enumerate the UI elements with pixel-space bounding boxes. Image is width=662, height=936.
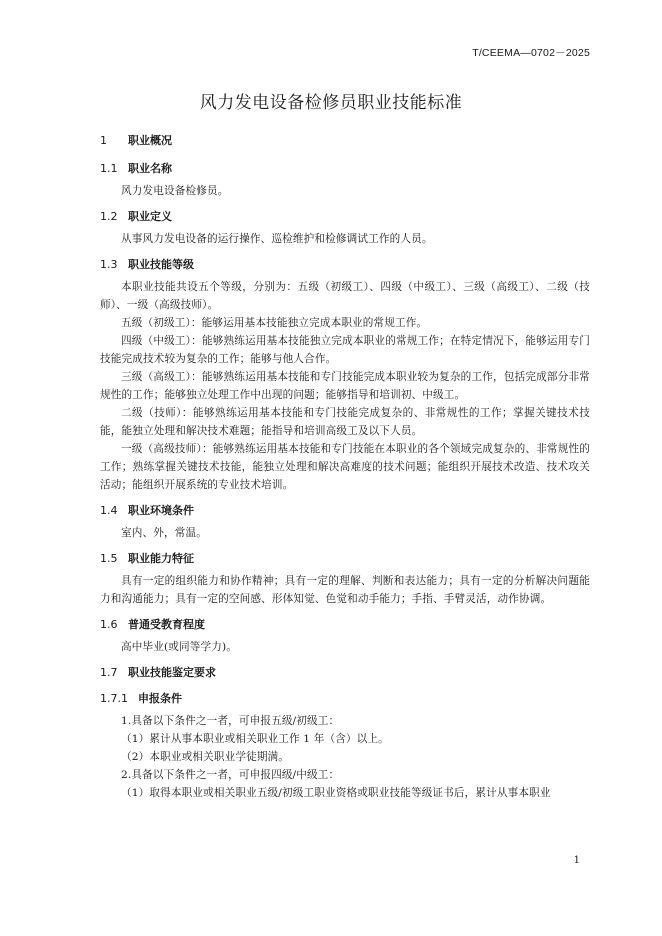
paragraph: 本职业技能共设五个等级，分别为：五级（初级工）、四级（中级工）、三级（高级工）、二级（技师）、一级（高级技师）。 <box>100 281 590 311</box>
document-body <box>100 132 590 802</box>
list-item: （1）取得本职业或相关职业五级/初级工职业资格或职业技能等级证书后，累计从事本职业 <box>121 787 551 799</box>
list-item: 1.具备以下条件之一者，可申报五级/初级工： <box>121 715 340 727</box>
paragraph: 具有一定的组织能力和协作精神；具有一定的理解、判断和表达能力；具有一定的分析解决问题能力和沟通能力；具有一定的空间感、形体知觉、色觉和动手能力；手指、手臂灵活，动作协调。 <box>100 575 590 605</box>
section-heading-1: 1 职业概况 <box>100 134 172 147</box>
paragraph: 三级（高级工）：能够熟练运用基本技能和专门技能完成本职业较为复杂的工作，包括完成部分非常规性的工作；能够独立处理工作中出现的问题；能够指导和培训初、中级工。 <box>100 371 590 401</box>
section-heading-1-4: 1.4 职业环境条件 <box>100 504 194 517</box>
paragraph: 风力发电设备检修员。 <box>121 185 229 197</box>
section-heading-1-7-1: 1.7.1 申报条件 <box>100 692 182 705</box>
paragraph: 五级（初级工）：能够运用基本技能独立完成本职业的常规工作。 <box>121 317 428 329</box>
section-heading-1-5: 1.5 职业能力特征 <box>100 552 194 565</box>
section-heading-1-1: 1.1 职业名称 <box>100 162 172 175</box>
list-item: （1）累计从事本职业或相关职业工作 1 年（含）以上。 <box>121 733 389 745</box>
section-heading-1-7: 1.7 职业技能鉴定要求 <box>100 666 216 679</box>
list-item: （2）本职业或相关职业学徒期满。 <box>121 751 290 763</box>
standard-code: T/CEEMA—0702－2025 <box>472 47 590 59</box>
section-heading-1-6: 1.6 普通受教育程度 <box>100 618 205 631</box>
section-heading-1-2: 1.2 职业定义 <box>100 210 172 223</box>
page-title: 风力发电设备检修员职业技能标准 <box>199 93 463 113</box>
section-heading-1-3: 1.3 职业技能等级 <box>100 258 194 271</box>
paragraph: 高中毕业(或同等学力)。 <box>121 641 238 653</box>
paragraph: 一级（高级技师）：能够熟练运用基本技能和专门技能在本职业的各个领域完成复杂的、非常规性的工作；熟练掌握关键技术技能，能独立处理和解决高难度的技术问题；能组织开展技术改造、技术攻关活动；能组织开展系统的专业技术培训。 <box>100 443 590 491</box>
paragraph: 四级（中级工）：能够熟练运用基本技能独立完成本职业的常规工作；在特定情况下，能够运用专门技能完成技术较为复杂的工作；能够与他人合作。 <box>100 335 590 365</box>
paragraph: 室内、外，常温。 <box>121 527 207 539</box>
page-number: 1 <box>573 855 580 866</box>
paragraph: 从事风力发电设备的运行操作、巡检维护和检修调试工作的人员。 <box>121 233 433 245</box>
list-item: 2.具备以下条件之一者，可申报四级/中级工： <box>121 769 340 781</box>
paragraph: 二级（技师）：能够熟练运用基本技能和专门技能完成复杂的、非常规性的工作；掌握关键技术技能，能独立处理和解决技术难题；能指导和培训高级工及以下人员。 <box>100 407 590 437</box>
